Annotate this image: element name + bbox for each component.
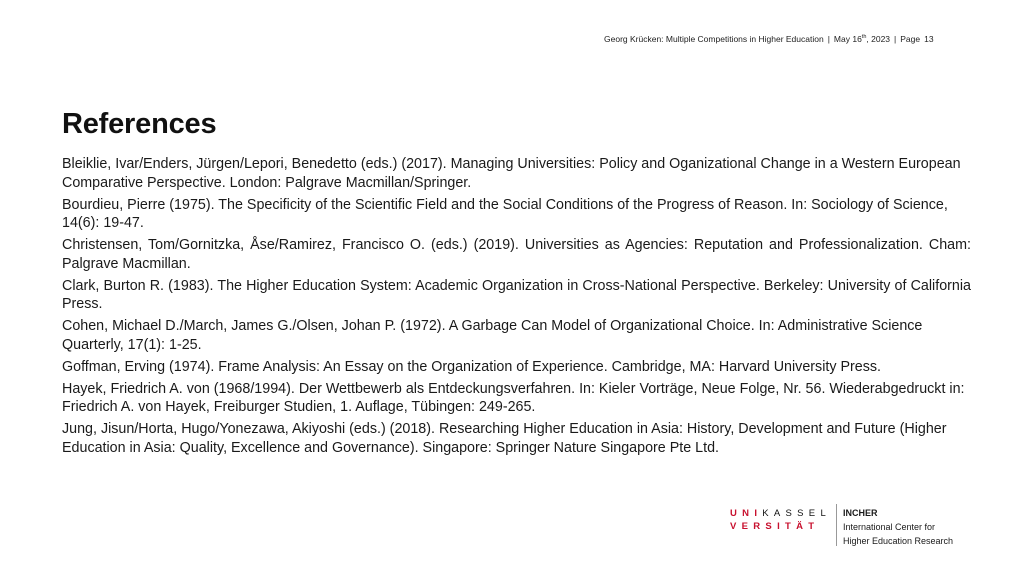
header-date-sup: th [861, 34, 867, 41]
slide-header [0, 34, 1024, 44]
header-date [834, 34, 890, 44]
uni-kassel-black-part: KASSEL [762, 508, 832, 519]
page-title: References [62, 108, 217, 140]
incher-name: INCHER [843, 508, 878, 518]
header-date-prefix: May 16 [833, 34, 862, 44]
header-author-title: Georg Krücken: Multiple Competitions in Higher Education [604, 34, 824, 44]
header-page-number: 13 [924, 34, 934, 44]
reference-item: Bourdieu, Pierre (1975). The Specificity of the Scientific Field and the Social Conditions of the Progress of Reason. In: Sociology of Science, 14(6): 19-47. [62, 196, 948, 231]
reference-item: Christensen, Tom/Gornitzka, Åse/Ramirez, Francisco O. (eds.) (2019). Universities as Agencies: Reputation and Professionalization. Cham: Palgrave Macmillan. [62, 237, 971, 272]
incher-subtitle-1: International Center for [843, 522, 936, 532]
uni-kassel-line-1 [730, 507, 834, 520]
footer-logo [730, 500, 970, 548]
reference-item: Bleiklie, Ivar/Enders, Jürgen/Lepori, Benedetto (eds.) (2017). Managing Universities: Policy and Oganizational Change in a Western European Comparative Perspective. London: Palgrave Macmillan/Springer. [62, 156, 961, 191]
header-page-label: Page [900, 34, 921, 44]
uni-kassel-line-2: VERSITÄT [730, 521, 820, 532]
header-separator: | [827, 34, 830, 44]
logo-divider [836, 504, 837, 546]
reference-item: Hayek, Friedrich A. von (1968/1994). Der Wettbewerb als Entdeckungsverfahren. In: Kieler Vorträge, Neue Folge, Nr. 56. Wiederabgedruckt in: Friedrich A. von Hayek, Freiburger Studien, 1. Auflage, Tübingen: 249-265. [62, 380, 965, 415]
references-list [62, 155, 971, 461]
reference-item: Cohen, Michael D./March, James G./Olsen, Johan P. (1972). A Garbage Can Model of Organizational Choice. In: Administrative Science Quarterly, 17(1): 1-25. [62, 318, 923, 353]
incher-subtitle-2: Higher Education Research [843, 536, 954, 546]
incher-logo [843, 506, 953, 548]
header-date-suffix: , 2023 [866, 34, 891, 44]
uni-kassel-logo [730, 507, 834, 533]
reference-item: Goffman, Erving (1974). Frame Analysis: An Essay on the Organization of Experience. Cambridge, MA: Harvard University Press. [62, 358, 881, 375]
uni-kassel-red-part: UNI [730, 508, 763, 519]
reference-item: Jung, Jisun/Horta, Hugo/Yonezawa, Akiyoshi (eds.) (2018). Researching Higher Education in Asia: History, Development and Future (Higher Education in Asia: Quality, Excellence and Governance). Singapore: Springer Nature Singapore Pte Ltd. [62, 421, 947, 456]
header-separator: | [894, 34, 897, 44]
reference-item: Clark, Burton R. (1983). The Higher Education System: Academic Organization in Cross-National Perspective. Berkeley: University of California Press. [62, 277, 971, 312]
